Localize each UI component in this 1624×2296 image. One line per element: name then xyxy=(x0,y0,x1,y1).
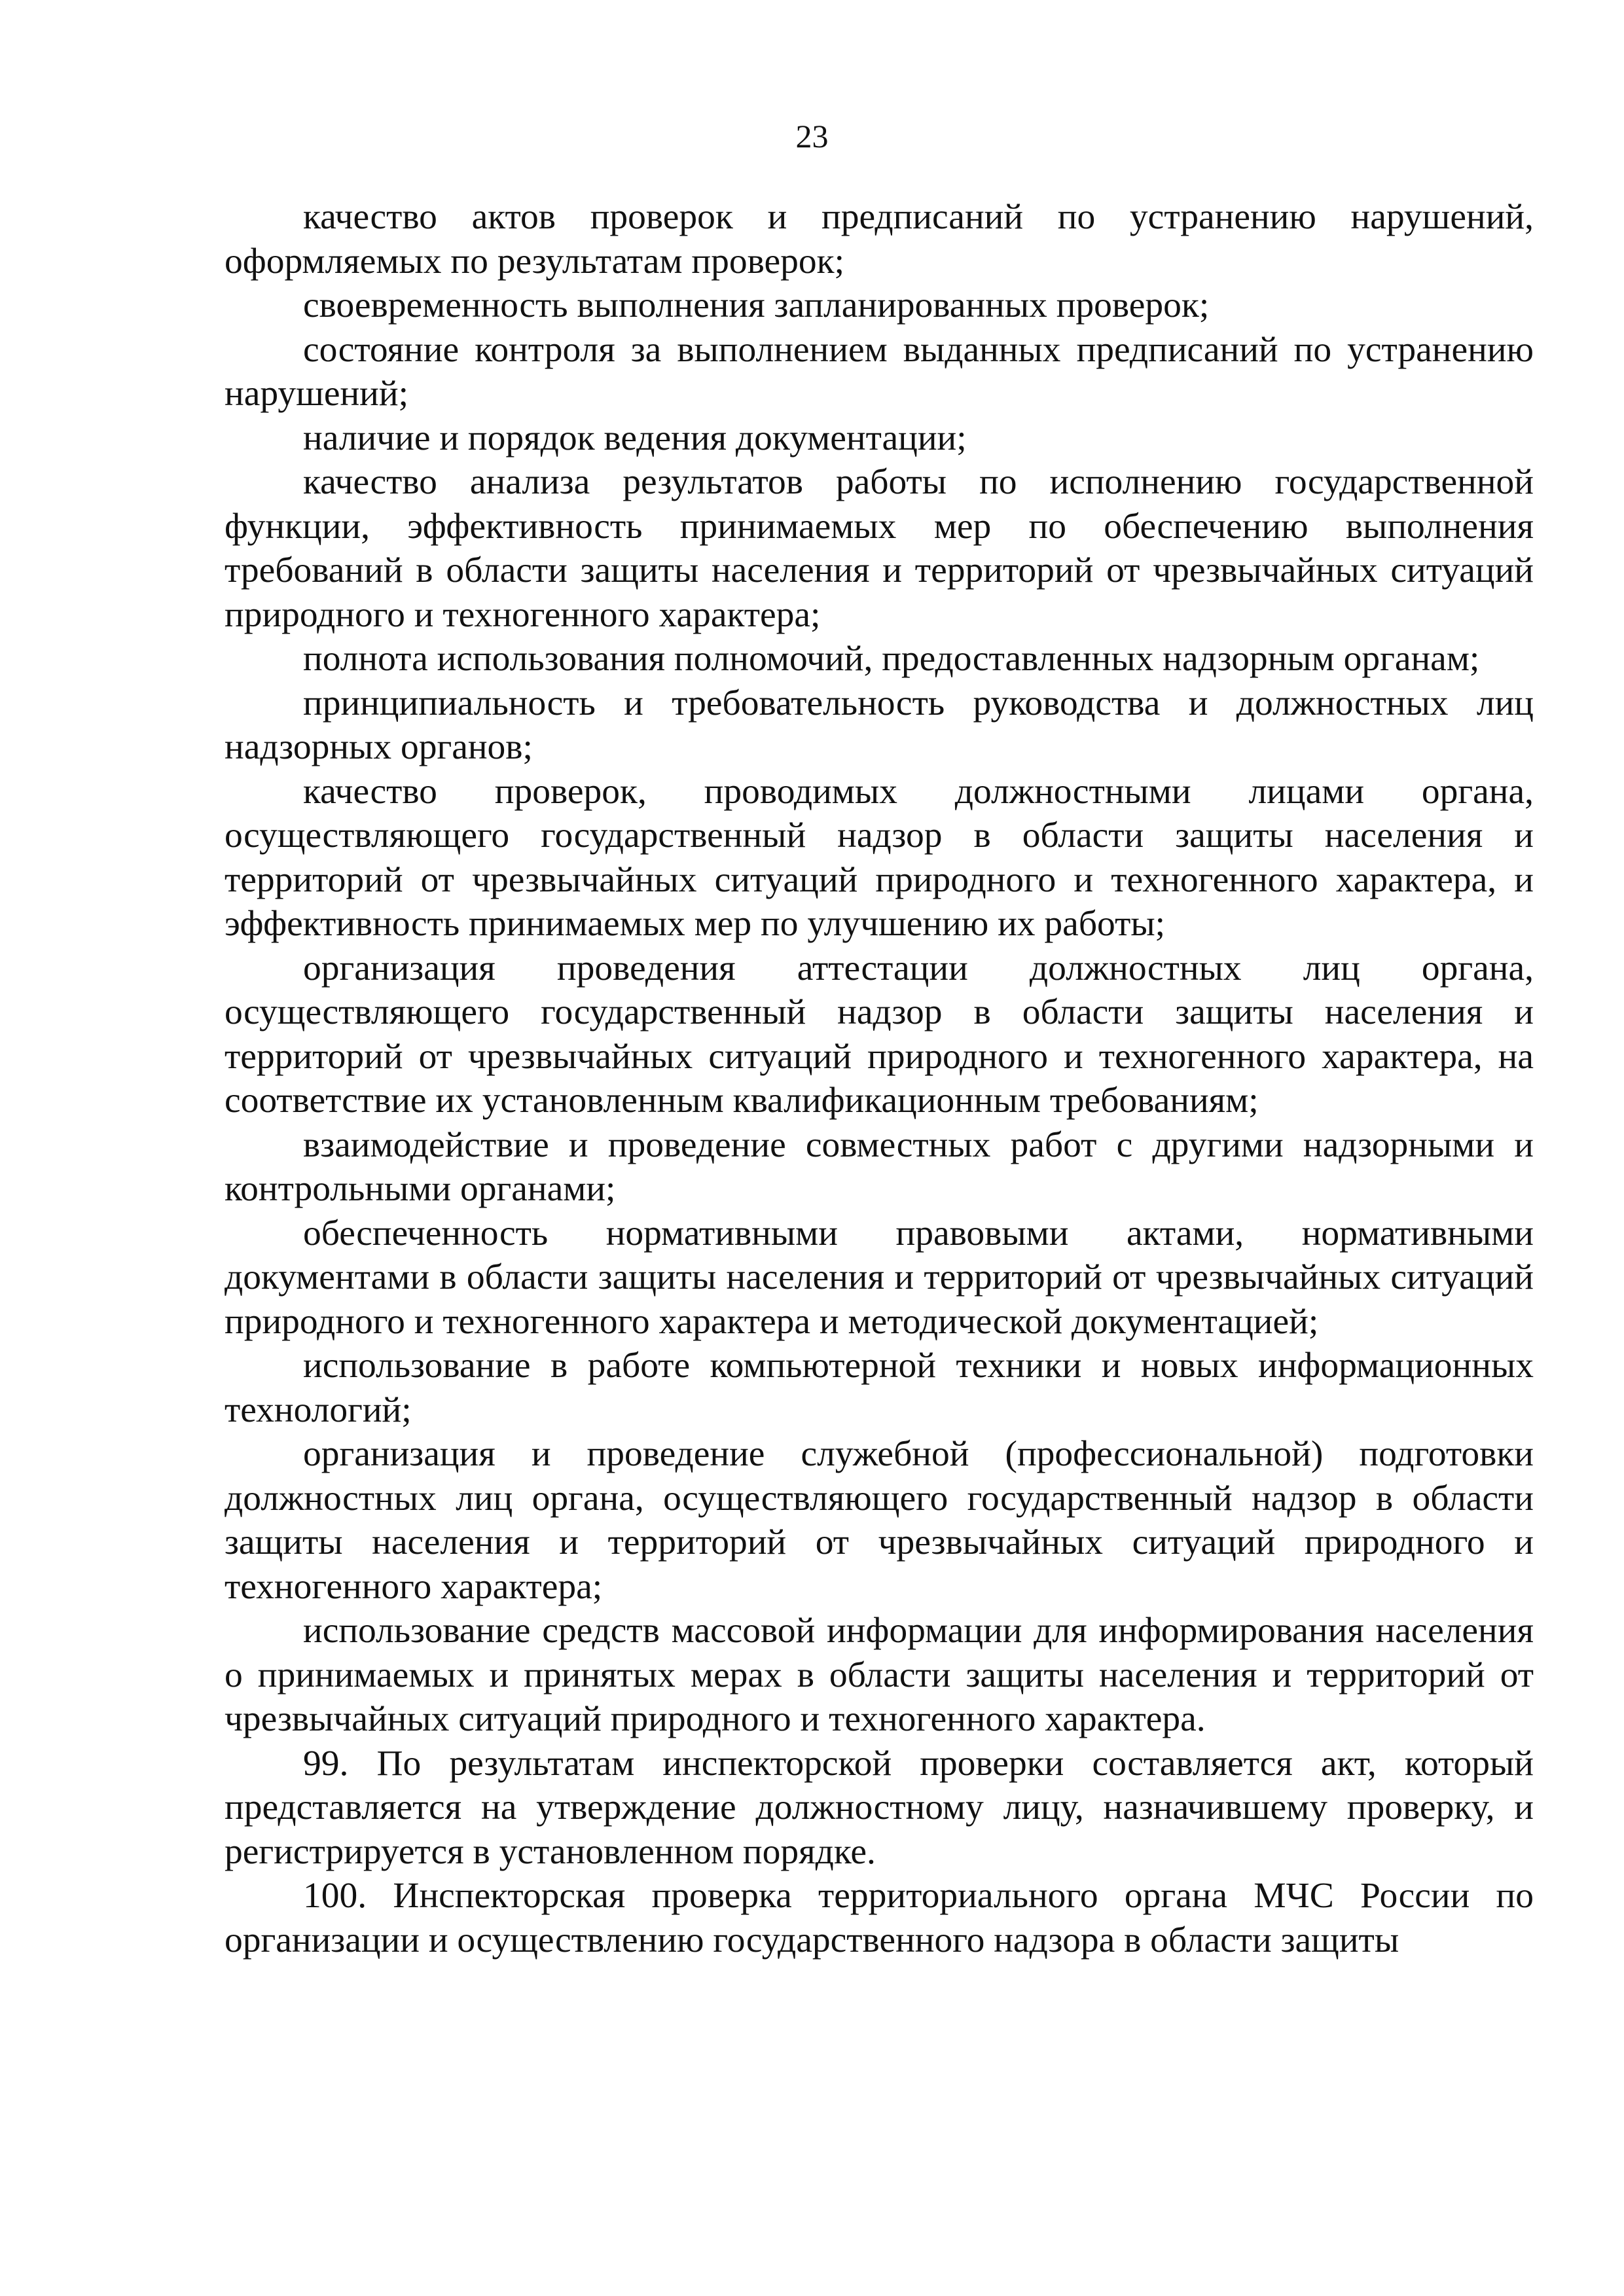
paragraph-exactingness: принципиальность и требовательность руководства и должностных лиц надзорных органов; xyxy=(225,683,1534,767)
paragraph-powers-usage: полнота использования полномочий, предоставленных надзорным органам; xyxy=(303,639,1480,679)
paragraph-attestation: организация проведения аттестации должностных лиц органа, осуществляющего государственный надзор в области защиты населения и территорий от чрезвычайных ситуаций природного и техногенного характера, на соответствие их установленным квалификационным требованиям; xyxy=(225,948,1534,1121)
paragraph-computer-usage: использование в работе компьютерной техники и новых информационных технологий; xyxy=(225,1346,1534,1430)
paragraph-item-100: 100. Инспекторская проверка территориального органа МЧС России по организации и осуществлению государственного надзора в области защиты xyxy=(225,1876,1534,1960)
paragraph-regulatory-provision: обеспеченность нормативными правовыми актами, нормативными документами в области защиты населения и территорий от чрезвычайных ситуаций природного и техногенного характера и методической документацией; xyxy=(225,1213,1534,1342)
paragraph-interaction: взаимодействие и проведение совместных работ с другими надзорными и контрольными органами; xyxy=(225,1124,1534,1209)
paragraph-item-99: 99. По результатам инспекторской проверки составляется акт, который представляется на утверждение должностному лицу, назначившему проверку, и регистрируется в установленном порядке. xyxy=(225,1743,1534,1872)
paragraph-documentation: наличие и порядок ведения документации; xyxy=(303,418,967,458)
paragraph-acts-quality: качество актов проверок и предписаний по устранению нарушений, оформляемых по результатам проверок; xyxy=(225,197,1534,281)
document-body xyxy=(225,195,1534,1962)
paragraph-timeliness: своевременность выполнения запланированных проверок; xyxy=(303,285,1210,325)
paragraph-mass-media: использование средств массовой информации для информирования населения о принимаемых и принятых мерах в области защиты населения и территорий от чрезвычайных ситуаций природного и техногенного характера. xyxy=(225,1611,1534,1739)
paragraph-analysis-quality: качество анализа результатов работы по исполнению государственной функции, эффективность принимаемых мер по обеспечению выполнения требований в области защиты населения и территорий от чрезвычайных ситуаций природного и техногенного характера; xyxy=(225,462,1534,635)
paragraph-control-state: состояние контроля за выполнением выданных предписаний по устранению нарушений; xyxy=(225,329,1534,414)
paragraph-training: организация и проведение служебной (профессиональной) подготовки должностных лиц органа, осуществляющего государственный надзор в области защиты населения и территорий от чрезвычайных ситуаций природного и техногенного характера; xyxy=(225,1434,1534,1607)
page-number: 23 xyxy=(795,118,829,154)
paragraph-inspections-quality: качество проверок, проводимых должностными лицами органа, осуществляющего государственный надзор в области защиты населения и территорий от чрезвычайных ситуаций природного и техногенного характера, и эффективность принимаемых мер по улучшению их работы; xyxy=(225,771,1534,944)
